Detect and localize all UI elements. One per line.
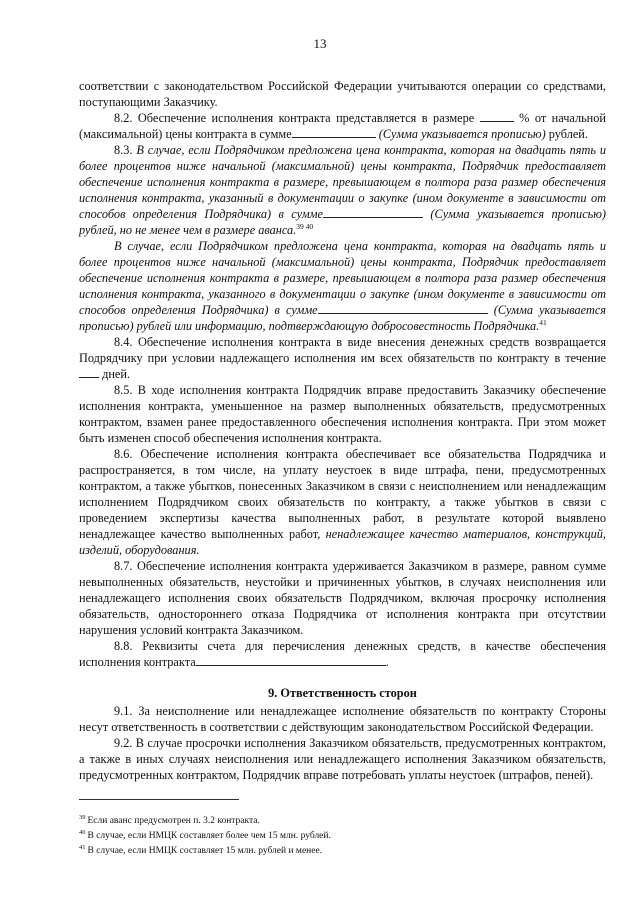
paragraph-8-1-continued: соответствии с законодательством Российской Федерации учитываются операции со средствами, поступающими Заказчику. <box>79 79 606 109</box>
footnote-41: $^{41}$ В случае, если НМЦК составляет 15 млн. рублей и менее. <box>79 844 323 856</box>
footnote-ref: 39 40 <box>296 222 314 231</box>
paragraph-9-2: 9.2. В случае просрочки исполнения Заказчиком обязательств, предусмотренных контрактом, а также в иных случаях неисполнения или ненадлежащего исполнения Заказчиком обязательств, предусмотренных контрактом, Подрядчик вправе потребовать уплаты неустоек (штрафов, пеней). <box>79 736 606 782</box>
paragraph-8-3-alternative: В случае, если Подрядчиком предложена цена контракта, которая на двадцать пять и более процентов ниже начальной (максимальной) цены контракта, Подрядчик предоставляет обеспечение исполнения контракта в размере, превышающем в полтора раза размер обеспечения исполнения контракта, указанного в документации о закупке (ином документе в зависимости от способов определения Подрядчика) в сумме (Сумма указывается прописью) рублей или информацию, подтверждающую добросовестность Подрядчика.$^{41}$ <box>79 239 607 333</box>
page-number: 13 <box>313 36 327 51</box>
paragraph-8-3: 8.3. В случае, если Подрядчиком предложена цена контракта, которая на двадцать пять и более процентов ниже начальной (максимальной) цены контракта, Подрядчик предоставляет обеспечение исполнения контракта в размере, превышающем в полтора раза размер обеспечения исполнения контракта, указанный в документации о закупке (ином документе в зависимости от способов определения Подрядчика) в сумме (Сумма указывается прописью) рублей, но не менее чем в размере аванса.$^{39 40}$ <box>79 143 607 237</box>
footnote-divider <box>79 799 239 800</box>
document-body <box>79 78 606 859</box>
paragraph-8-5: 8.5. В ходе исполнения контракта Подрядчик вправе предоставить Заказчику обеспечение исполнения контракта, уменьшенное на размер выполненных обязательств, предусмотренных контрактом, взамен ранее предоставленного обеспечения исполнения контракта. При этом может быть изменен способ обеспечения исполнения контракта. <box>79 383 606 445</box>
paragraph-8-7: 8.7. Обеспечение исполнения контракта удерживается Заказчиком в размере, равном сумме невыполненных обязательств, неустойки и причиненных убытков, в случаях неисполнения или ненадлежащего исполнения своих обязательств Подрядчиком, включая просрочку исполнения обязательств, одностороннего отказа Подрядчика от исполнения контракта при отсутствии нарушения условий контракта Заказчиком. <box>79 559 606 637</box>
days-blank <box>79 366 99 378</box>
footnote-40: $^{40}$ В случае, если НМЦК составляет более чем 15 млн. рублей. <box>79 829 331 841</box>
amount-blank <box>323 206 423 218</box>
paragraph-8-2: 8.2. Обеспечение исполнения контракта представляется в размере % от начальной (максимальной) цены контракта в сумме (Сумма указывается прописью) рублей. <box>79 111 606 141</box>
amount-blank <box>292 126 376 138</box>
percent-blank <box>480 110 514 122</box>
account-blank <box>196 654 386 666</box>
footnote-39: $^{39}$ Если аванс предусмотрен п. 3.2 контракта. <box>79 814 260 826</box>
paragraph-8-4: 8.4. Обеспечение исполнения контракта в виде внесения денежных средств возвращается Подрядчику при условии надлежащего исполнения им всех обязательств по контракту в течение дней. <box>79 335 606 381</box>
footnote-ref: 41 <box>539 318 547 327</box>
paragraph-8-8: 8.8. Реквизиты счета для перечисления денежных средств, в качестве обеспечения исполнения контракта . <box>79 639 606 669</box>
paragraph-9-1: 9.1. За неисполнение или ненадлежащее исполнение обязательств по контракту Стороны несут ответственность в соответствии с действующим законодательством Российской Федерации. <box>79 704 606 734</box>
amount-blank <box>318 302 488 314</box>
section-9-heading: 9. Ответственность сторон <box>268 686 417 700</box>
paragraph-8-6: 8.6. Обеспечение исполнения контракта обеспечивает все обязательства Подрядчика и распространяется, в том числе, на уплату неустоек в виде штрафа, пени, предусмотренных контрактом, а также убытков, понесенных Заказчиком в связи с неисполнением или ненадлежащим исполнением Подрядчиком своих обязательств по контракту, а также убытков в связи с проведением экспертизы качества выполненных работ, в результате которой выявлено ненадлежащее качество выполненных работ, ненадлежащее качество материалов, конструкций, изделий, оборудования. <box>79 447 607 557</box>
